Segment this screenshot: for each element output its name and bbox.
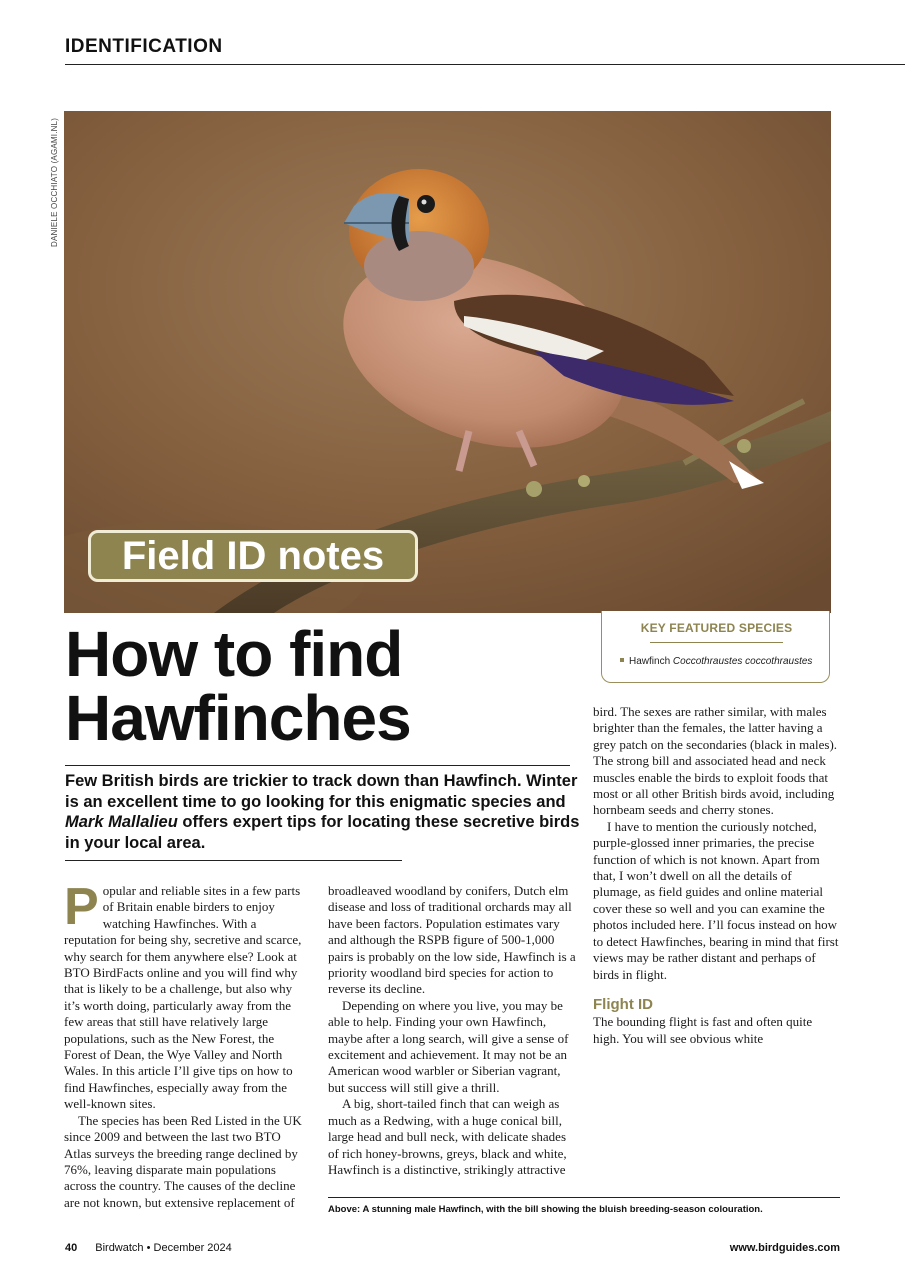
key-species-common: Hawfinch [629,656,671,667]
body-paragraph [64,878,308,1113]
caption-rule [328,1197,840,1198]
headline-rule [65,765,570,766]
standfirst-rule [65,860,402,861]
key-featured-species-box [601,611,830,683]
drop-cap: P [64,878,99,936]
paragraph-2: broadleaved woodland by conifers, Dutch elm disease and loss of traditional orchards may all have been factors. Population estimates vary and although the RSPB figure of 500-1,000 pairs is probably on the low side, Hawfinch is a priority woodland bird species for action to reverse its decline. [328,883,576,997]
photo-credit: DANIELE OCCHIATO (AGAMI.NL) [50,117,59,247]
key-species-scientific: Coccothraustes coccothraustes [672,656,813,667]
paragraph-4: A big, short-tailed finch that can weigh as much as a Redwing, with a huge conical bill, large head and bull neck, with delicate shades of rich honey-browns, greys, black and white, Hawfinch is a distinctive, strikingly attractive [328,1096,567,1177]
field-id-notes-badge: Field ID notes [88,530,418,582]
paragraph-6: The bounding flight is fast and often quite high. You will see obvious white [593,1014,813,1046]
bullet-square-icon [620,658,624,662]
footer-left [65,1242,232,1254]
headline: How to find Hawfinches [65,618,411,754]
standfirst-text-end: offers expert tips for locating these secretive birds in your local area. [65,813,580,852]
section-label: IDENTIFICATION [65,36,223,57]
magazine-issue: Birdwatch • December 2024 [95,1242,232,1254]
key-species-title: KEY FEATURED SPECIES [640,621,793,635]
paragraph-3: Depending on where you live, you may be able to help. Finding your own Hawfinch, maybe after a long search, will give a sense of excitement and achievement. It may not be an American wood warbler or Siberian vagrant, but success will still give a thrill. [328,997,569,1095]
paragraph-1: opular and reliable sites in a few parts of Britain enable birders to enjoy watching Hawfinches. With a reputation for being shy, secretive and scarce, why search for them anywhere else? Look at BTO BirdFacts online and you will find why that is likely to be a challenge, but also why it’s worth doing, particularly away from the few areas that still have relatively large populations, such as the New Forest, the Forest of Dean, the Wye Valley and North Wales. In this article I’ll give tips on how to find Hawfinches, especially away from the well-known sites. [64,883,302,1112]
author-name: Mark Mallalieu [65,813,178,831]
photo-caption: Above: A stunning male Hawfinch, with the bill showing the bluish breeding-season colouration. [328,1204,763,1215]
paragraph-2: The species has been Red Listed in the UK since 2009 and between the last two BTO Atlas surveys the breeding range declined by 76%, leaving disparate main populations across the country. The causes of the decline are not known, but extensive replacement of [64,1112,302,1210]
body-column-2 [328,883,578,1178]
standfirst-text: Few British birds are trickier to track down than Hawfinch. Winter is an excellent time to go looking for this enigmatic species and [65,772,578,811]
top-rule [65,64,905,65]
standfirst [65,771,580,853]
body-column-3 [593,704,839,1047]
key-species-rule [650,642,783,643]
subhead-flight-id: Flight ID [593,995,653,1013]
footer-url[interactable]: www.birdguides.com [729,1242,840,1254]
paragraph-4: bird. The sexes are rather similar, with males brighter than the females, the latter having a grey patch on the secondaries (black in males). The strong bill and associated head and neck muscles enable the birds to exploit foods that most or all other British birds avoid, including hornbeam seeds and cherry stones. [593,704,838,818]
body-column-1 [64,878,308,1211]
paragraph-5: I have to mention the curiously notched, purple-glossed inner primaries, the precise function of which is not known. Apart from that, I won’t dwell on all the details of plumage, as field guides and online material cover these so well and you can examine the photos included here. I’ll focus instead on how to detect Hawfinches, bearing in mind that first views may be rather distant and perhaps of birds in flight. [593,818,839,982]
page-number: 40 [65,1242,78,1254]
key-species-item [620,656,812,667]
